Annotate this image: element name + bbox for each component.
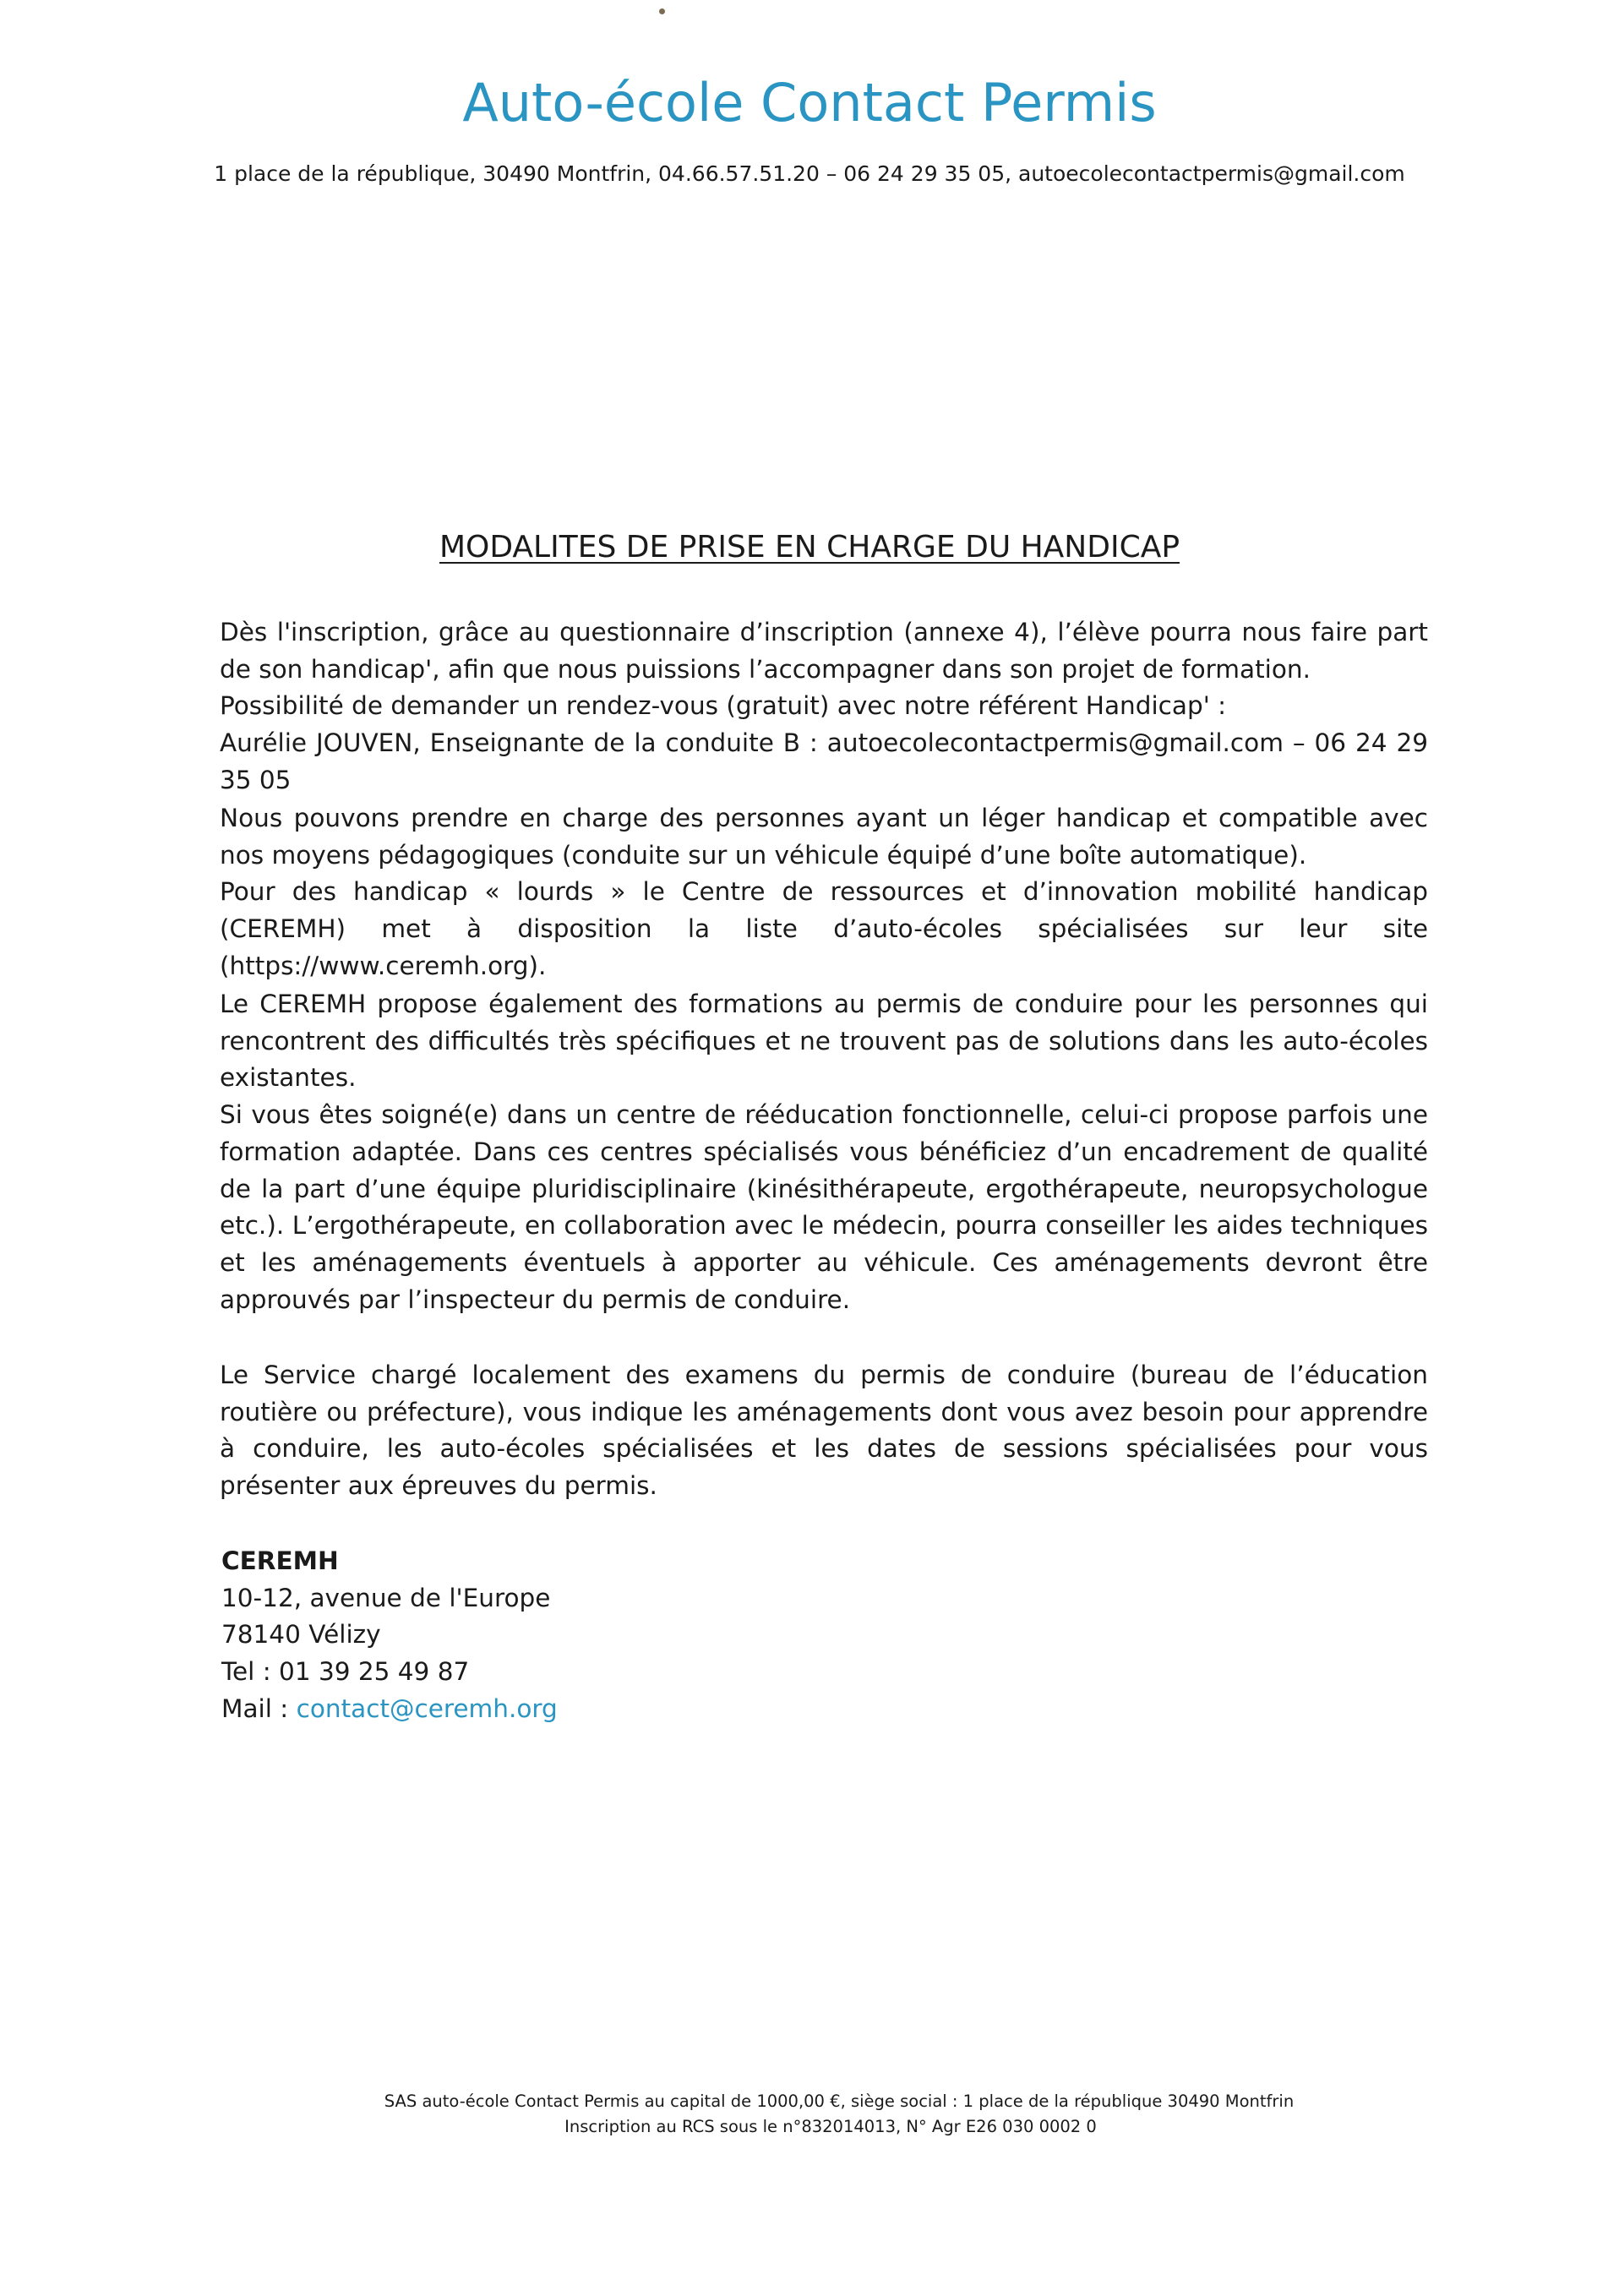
paragraph-line: Aurélie JOUVEN, Enseignante de la conduite B : autoecolecontactpermis@gmail.com – 06 24 29 35 05 <box>220 728 1428 794</box>
contact-mail-link[interactable]: contact@ceremh.org <box>296 1693 558 1723</box>
school-name-title: Auto-école Contact Permis <box>462 72 1157 134</box>
paragraph-line: Dès l'inscription, grâce au questionnaire d’inscription (annexe 4), l’élève pourra nous faire part de son handicap', afin que nous puissions l’accompagner dans son projet de formation. <box>220 618 1428 684</box>
paragraph-line: Possibilité de demander un rendez-vous (gratuit) avec notre référent Handicap' : <box>220 691 1227 721</box>
footer-legal-line1: SAS auto-école Contact Permis au capital de 1000,00 €, siège social : 1 place de la république 30490 Montfrin <box>384 2091 1295 2111</box>
contact-mail-row <box>221 1691 558 1728</box>
paragraph-line: Si vous êtes soigné(e) dans un centre de rééducation fonctionnelle, celui-ci propose parfois une formation adaptée. Dans ces centres spécialisés vous bénéficiez d’un encadrement de qualité de la part d’une équipe pluridisciplinaire (kinésithérapeute, ergothérapeute, neuropsychologue etc.). L’ergothérapeute, en collaboration avec le médecin, pourra conseiller les aides techniques et les aménagements éventuels à apporter au véhicule. Ces aménagements devront être approuvés par l’inspecteur du permis de conduire. <box>220 1100 1428 1314</box>
paragraph-ceremh-training <box>220 986 1428 1318</box>
contact-phone: Tel : 01 39 25 49 87 <box>221 1657 470 1687</box>
contact-address-line1: 10-12, avenue de l'Europe <box>221 1583 551 1612</box>
paragraph-capacity <box>220 800 1428 985</box>
paragraph-exam-service <box>220 1357 1428 1505</box>
section-heading: MODALITES DE PRISE EN CHARGE DU HANDICAP <box>439 530 1180 564</box>
ceremh-contact-card <box>221 1543 558 1728</box>
paragraph-line: Le CEREMH propose également des formations au permis de conduire pour les personnes qui rencontrent des difficultés très spécifiques et ne trouvent pas de solutions dans les auto-écoles existantes. <box>220 990 1428 1093</box>
school-contact-line: 1 place de la république, 30490 Montfrin, 04.66.57.51.20 – 06 24 29 35 05, autoecolecontactpermis@gmail.com <box>214 161 1405 186</box>
paragraph-registration <box>220 614 1428 799</box>
contact-name: CEREMH <box>221 1546 339 1575</box>
footer-legal-line2: Inscription au RCS sous le n°832014013, N° Agr E26 030 0002 0 <box>564 2117 1097 2136</box>
paragraph-line: Pour des handicap « lourds » le Centre de ressources et d’innovation mobilité handicap (CEREMH) met à disposition la liste d’auto-écoles spécialisées sur leur site (https://www.ceremh.org). <box>220 877 1428 980</box>
paragraph-line: Nous pouvons prendre en charge des personnes ayant un léger handicap et compatible avec nos moyens pédagogiques (conduite sur un véhicule équipé d’une boîte automatique). <box>220 804 1428 870</box>
contact-mail-label: Mail : <box>221 1693 297 1723</box>
contact-address-line2: 78140 Vélizy <box>221 1620 381 1650</box>
scan-speck <box>659 8 665 14</box>
paragraph-line: Le Service chargé localement des examens du permis de conduire (bureau de l’éducation routière ou préfecture), vous indique les aménagements dont vous avez besoin pour apprendre à conduire, les auto-écoles spécialisées et les dates de sessions spécialisées pour vous présenter aux épreuves du permis. <box>220 1361 1428 1501</box>
